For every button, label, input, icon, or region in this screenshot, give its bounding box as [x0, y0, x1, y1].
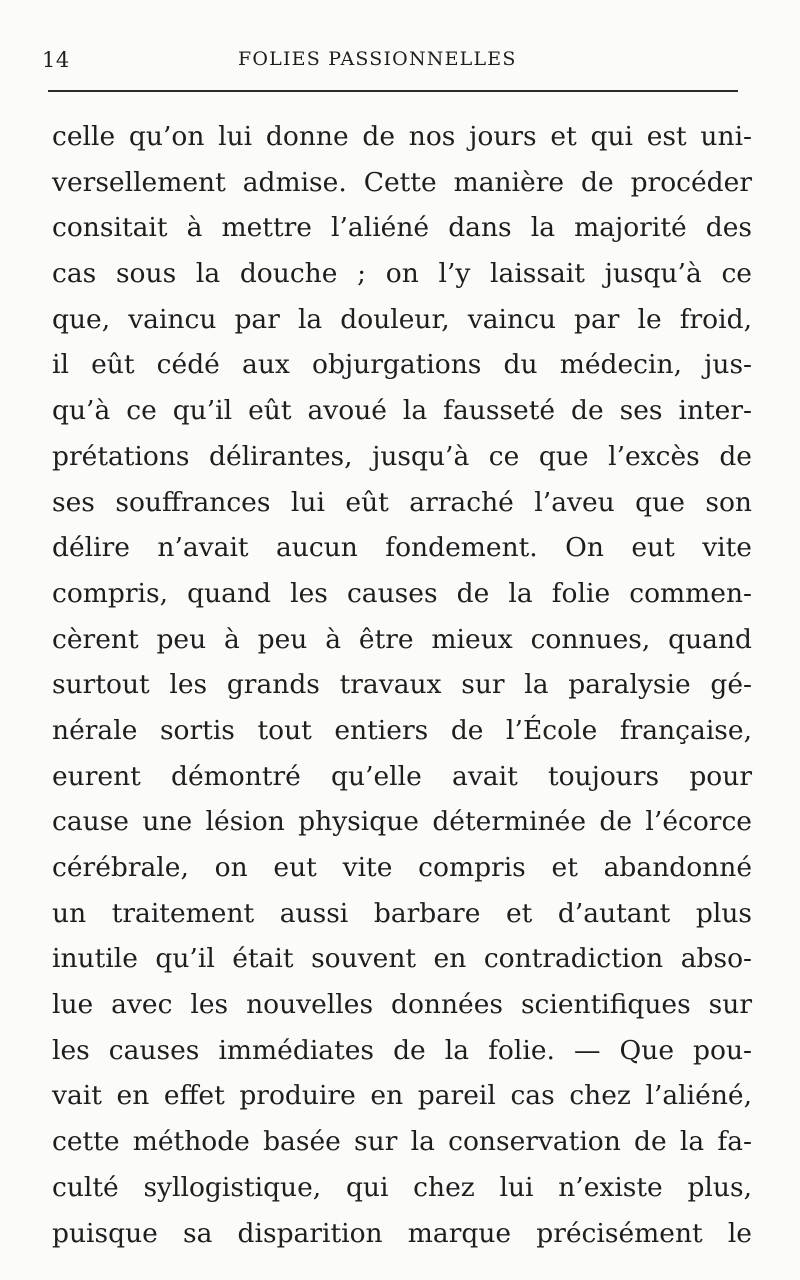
text-line: ses souffrances lui eût arraché l’aveu que son [52, 486, 752, 518]
text-line: un traitement aussi barbare et d’autant plus [52, 897, 752, 929]
text-line: les causes immédiates de la folie. — Que pou- [52, 1034, 752, 1066]
text-line: puisque sa disparition marque précisément le [52, 1217, 752, 1249]
text-line: vait en effet produire en pareil cas chez l’aliéné, [52, 1080, 752, 1112]
text-line: surtout les grands travaux sur la paralysie gé- [52, 669, 752, 701]
body-text [52, 114, 752, 1256]
text-line: inutile qu’il était souvent en contradiction abso- [52, 943, 752, 975]
text-line: culté syllogistique, qui chez lui n’existe plus, [52, 1171, 752, 1203]
text-line: prétations délirantes, jusqu’à ce que l’excès de [52, 440, 752, 472]
text-line: il eût cédé aux objurgations du médecin, jus- [52, 349, 752, 381]
text-line: nérale sortis tout entiers de l’École française, [52, 714, 752, 746]
text-line: eurent démontré qu’elle avait toujours pour [52, 760, 752, 792]
text-line: cas sous la douche ; on l’y laissait jusqu’à ce [52, 258, 752, 290]
text-line: lue avec les nouvelles données scientifiques sur [52, 989, 752, 1021]
text-line: qu’à ce qu’il eût avoué la fausseté de ses inter- [52, 395, 752, 427]
text-line: compris, quand les causes de la folie commen- [52, 577, 752, 609]
text-line: cette méthode basée sur la conservation de la fa- [52, 1126, 752, 1158]
text-line: cause une lésion physique déterminée de l’écorce [52, 806, 752, 838]
page-number: 14 [42, 48, 70, 72]
text-line: cèrent peu à peu à être mieux connues, quand [52, 623, 752, 655]
text-line: versellement admise. Cette manière de procéder [52, 166, 752, 198]
text-line: que, vaincu par la douleur, vaincu par le froid, [52, 303, 752, 335]
text-line: cérébrale, on eut vite compris et abandonné [52, 852, 752, 883]
text-line: délire n’avait aucun fondement. On eut vite [52, 532, 752, 564]
running-title: FOLIES PASSIONNELLES [238, 48, 517, 70]
header-rule [48, 90, 738, 92]
text-line: celle qu’on lui donne de nos jours et qui est uni- [52, 121, 752, 152]
text-line: consitait à mettre l’aliéné dans la majorité des [52, 212, 752, 244]
